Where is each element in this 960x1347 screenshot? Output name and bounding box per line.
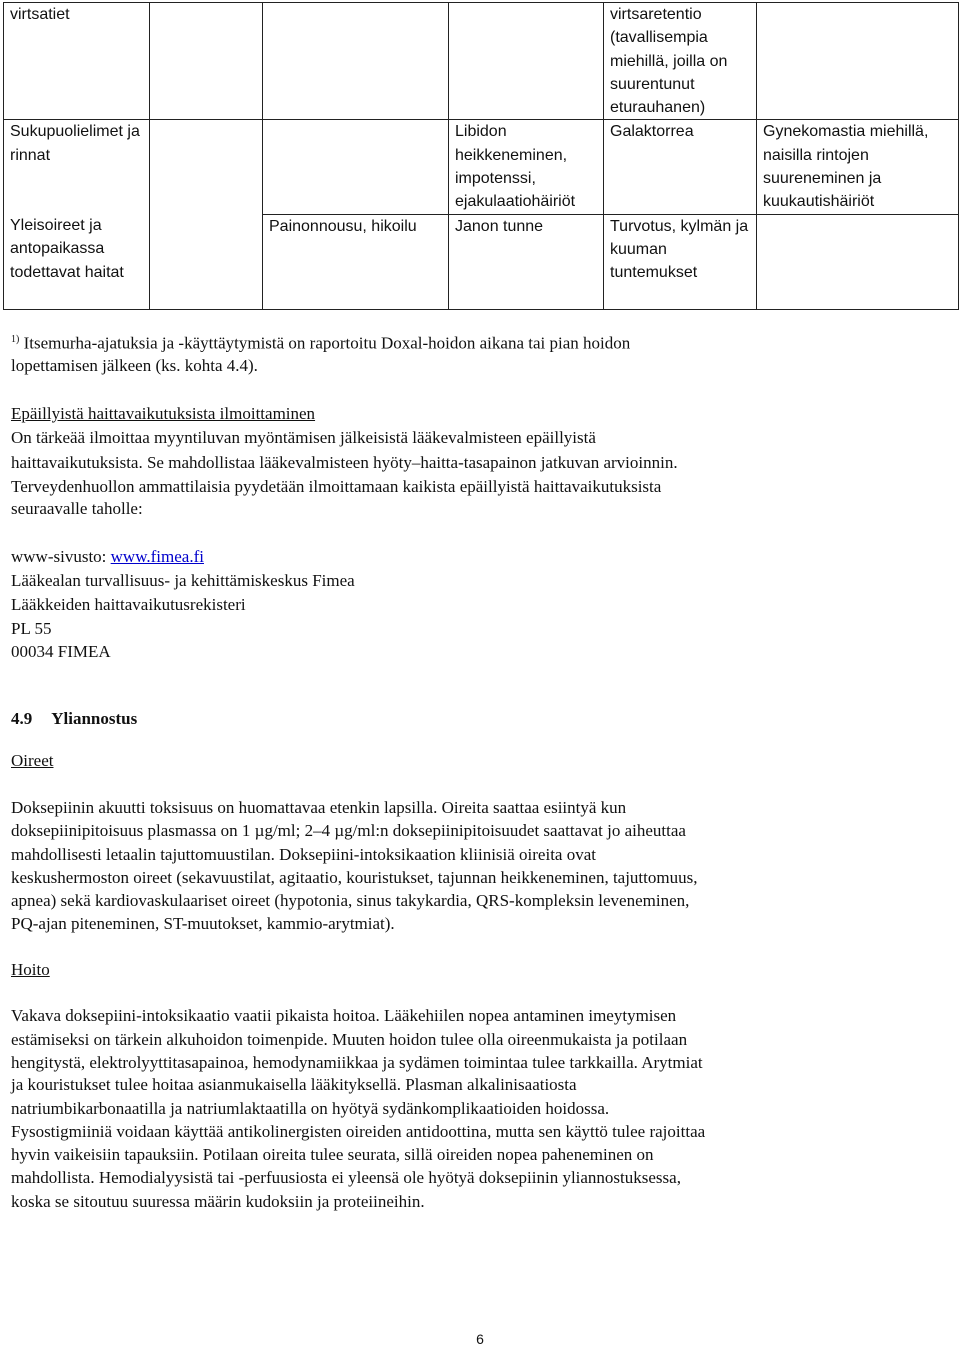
table-cell xyxy=(150,3,263,120)
reporting-heading: Epäillyistä haittavaikutuksista ilmoittaminen xyxy=(11,404,316,423)
treatment-heading: Hoito xyxy=(11,960,50,979)
reporting-line: seuraavalle taholle: xyxy=(11,499,143,518)
symptoms-line: mahdollisesti letaalin tajuttomuustilan. Doksepiini-intoksikaation kliinisiä oireita ovat xyxy=(11,845,596,864)
treatment-line: Vakava doksepiini-intoksikaatio vaatii pikaista hoitoa. Lääkehiilen nopea antaminen imeytymisen xyxy=(11,1006,677,1025)
section-number: 4.9 xyxy=(11,709,33,728)
address-line: 00034 FIMEA xyxy=(11,642,111,661)
symptoms-line: apnea) sekä kardiovaskulaariset oireet (hypotonia, sinus takykardia, QRS-kompleksin leveneminen, xyxy=(11,891,690,910)
table-row xyxy=(4,3,959,120)
footnote-marker: 1) xyxy=(11,334,20,345)
treatment-line: natriumbikarbonaatilla ja natriumlaktaatilla on hyötyä sydänkomplikaatioiden hoidossa. xyxy=(11,1099,610,1118)
website-line xyxy=(11,545,946,568)
section-heading xyxy=(11,707,946,730)
treatment-line: estämiseksi on tärkein alkuhoidon toimenpide. Muuten hoidon tulee olla oireenmukaista ja potilaan xyxy=(11,1030,688,1049)
table-cell-organ-class: virtsatiet xyxy=(4,3,150,120)
table-cell: Turvotus, kylmän ja kuuman tuntemukset xyxy=(604,214,757,309)
treatment-line: hengitystä, elektrolyyttitasapainoa, hemodynamiikkaa ja sydämen toimintaa tulee tarkkailla. Arytmiat xyxy=(11,1053,703,1072)
table-row xyxy=(4,120,959,214)
reporting-line: Terveydenhuollon ammattilaisia pyydetään ilmoittamaan kaikista epäillyistä haittavaikutuksista xyxy=(11,477,662,496)
address-line: Lääkealan turvallisuus- ja kehittämiskeskus Fimea xyxy=(11,571,355,590)
website-label: www-sivusto: xyxy=(11,547,111,566)
table-cell: Libidon heikkeneminen, impotenssi, ejakulaatiohäiriöt xyxy=(449,120,604,214)
table-cell-organ-class: Sukupuolielimet ja rinnat xyxy=(4,120,150,214)
reporting-line: On tärkeää ilmoittaa myyntiluvan myöntämisen jälkeisistä lääkevalmisteen epäillyistä xyxy=(11,428,596,447)
table-cell xyxy=(604,120,757,214)
address-line: PL 55 xyxy=(11,619,52,638)
table-cell: virtsaretentio (tavallisempia miehillä, joilla on suurentunut eturauhanen) xyxy=(604,3,757,120)
symptoms-line: doksepiinipitoisuus plasmassa on 1 µg/ml; 2–4 µg/ml:n doksepiinipitoisuudet saattavat jo aiheuttaa xyxy=(11,821,686,840)
treatment-line: hyvin vaikeisiin tapauksiin. Potilaan oireita tulee seurata, sillä oireiden nopea paheneminen on xyxy=(11,1145,654,1164)
table-cell-text: Galaktorrea xyxy=(610,123,694,141)
footnote-line: Itsemurha-ajatuksia ja -käyttäytymistä on raportoitu Doxal-hoidon aikana tai pian hoidon xyxy=(23,333,631,353)
table-cell-organ-class: Yleisoireet ja antopaikassa todettavat haitat xyxy=(4,214,150,309)
table-cell xyxy=(757,3,959,120)
table-cell xyxy=(150,120,263,214)
symptoms-line: PQ-ajan piteneminen, ST-muutokset, kammio-arytmiat). xyxy=(11,914,395,933)
treatment-line: koska se sitoutuu suuressa määrin kudoksiin ja proteiineihin. xyxy=(11,1192,425,1211)
section-title: Yliannostus xyxy=(51,709,138,728)
symptoms-line: Doksepiinin akuutti toksisuus on huomattavaa etenkin lapsilla. Oireita saattaa esiintyä kun xyxy=(11,798,627,817)
footnote xyxy=(11,328,946,355)
table-cell: Gynekomastia miehillä, naisilla rintojen suureneminen ja kuukautishäiriöt xyxy=(757,120,959,214)
symptoms-heading: Oireet xyxy=(11,751,54,770)
table-cell: Janon tunne xyxy=(449,214,604,309)
fimea-link[interactable]: www.fimea.fi xyxy=(110,547,204,566)
treatment-line: Fysostigmiiniä voidaan käyttää antikolinergisten oireiden antidoottina, mutta sen käyttö tulee rajoittaa xyxy=(11,1122,706,1141)
table-cell xyxy=(150,214,263,309)
footnote-line: lopettamisen jälkeen (ks. kohta 4.4). xyxy=(11,356,258,375)
adverse-effects-table xyxy=(3,2,959,310)
table-cell xyxy=(263,120,449,214)
table-cell xyxy=(449,3,604,120)
table-cell: Painonnousu, hikoilu xyxy=(263,214,449,309)
reporting-line: haittavaikutuksista. Se mahdollistaa lääkevalmisteen hyöty–haitta-tasapainon jatkuvan arvioinnin. xyxy=(11,453,678,472)
table-cell xyxy=(757,214,959,309)
symptoms-line: keskushermoston oireet (sekavuustilat, agitaatio, kouristukset, tajunnan heikkeneminen, tajuttomuus, xyxy=(11,868,698,887)
table-cell xyxy=(263,3,449,120)
address-line: Lääkkeiden haittavaikutusrekisteri xyxy=(11,595,246,614)
page-number: 6 xyxy=(476,1331,484,1347)
treatment-line: ja kouristukset tulee hoitaa asianmukaisella lääkityksellä. Plasman alkalinisaatiosta xyxy=(11,1075,577,1094)
treatment-line: mahdollista. Hemodialyysistä tai -perfuusiosta ei yleensä ole hyötyä doksepiinin yliannostuksessa, xyxy=(11,1168,681,1187)
table-row xyxy=(4,214,959,309)
